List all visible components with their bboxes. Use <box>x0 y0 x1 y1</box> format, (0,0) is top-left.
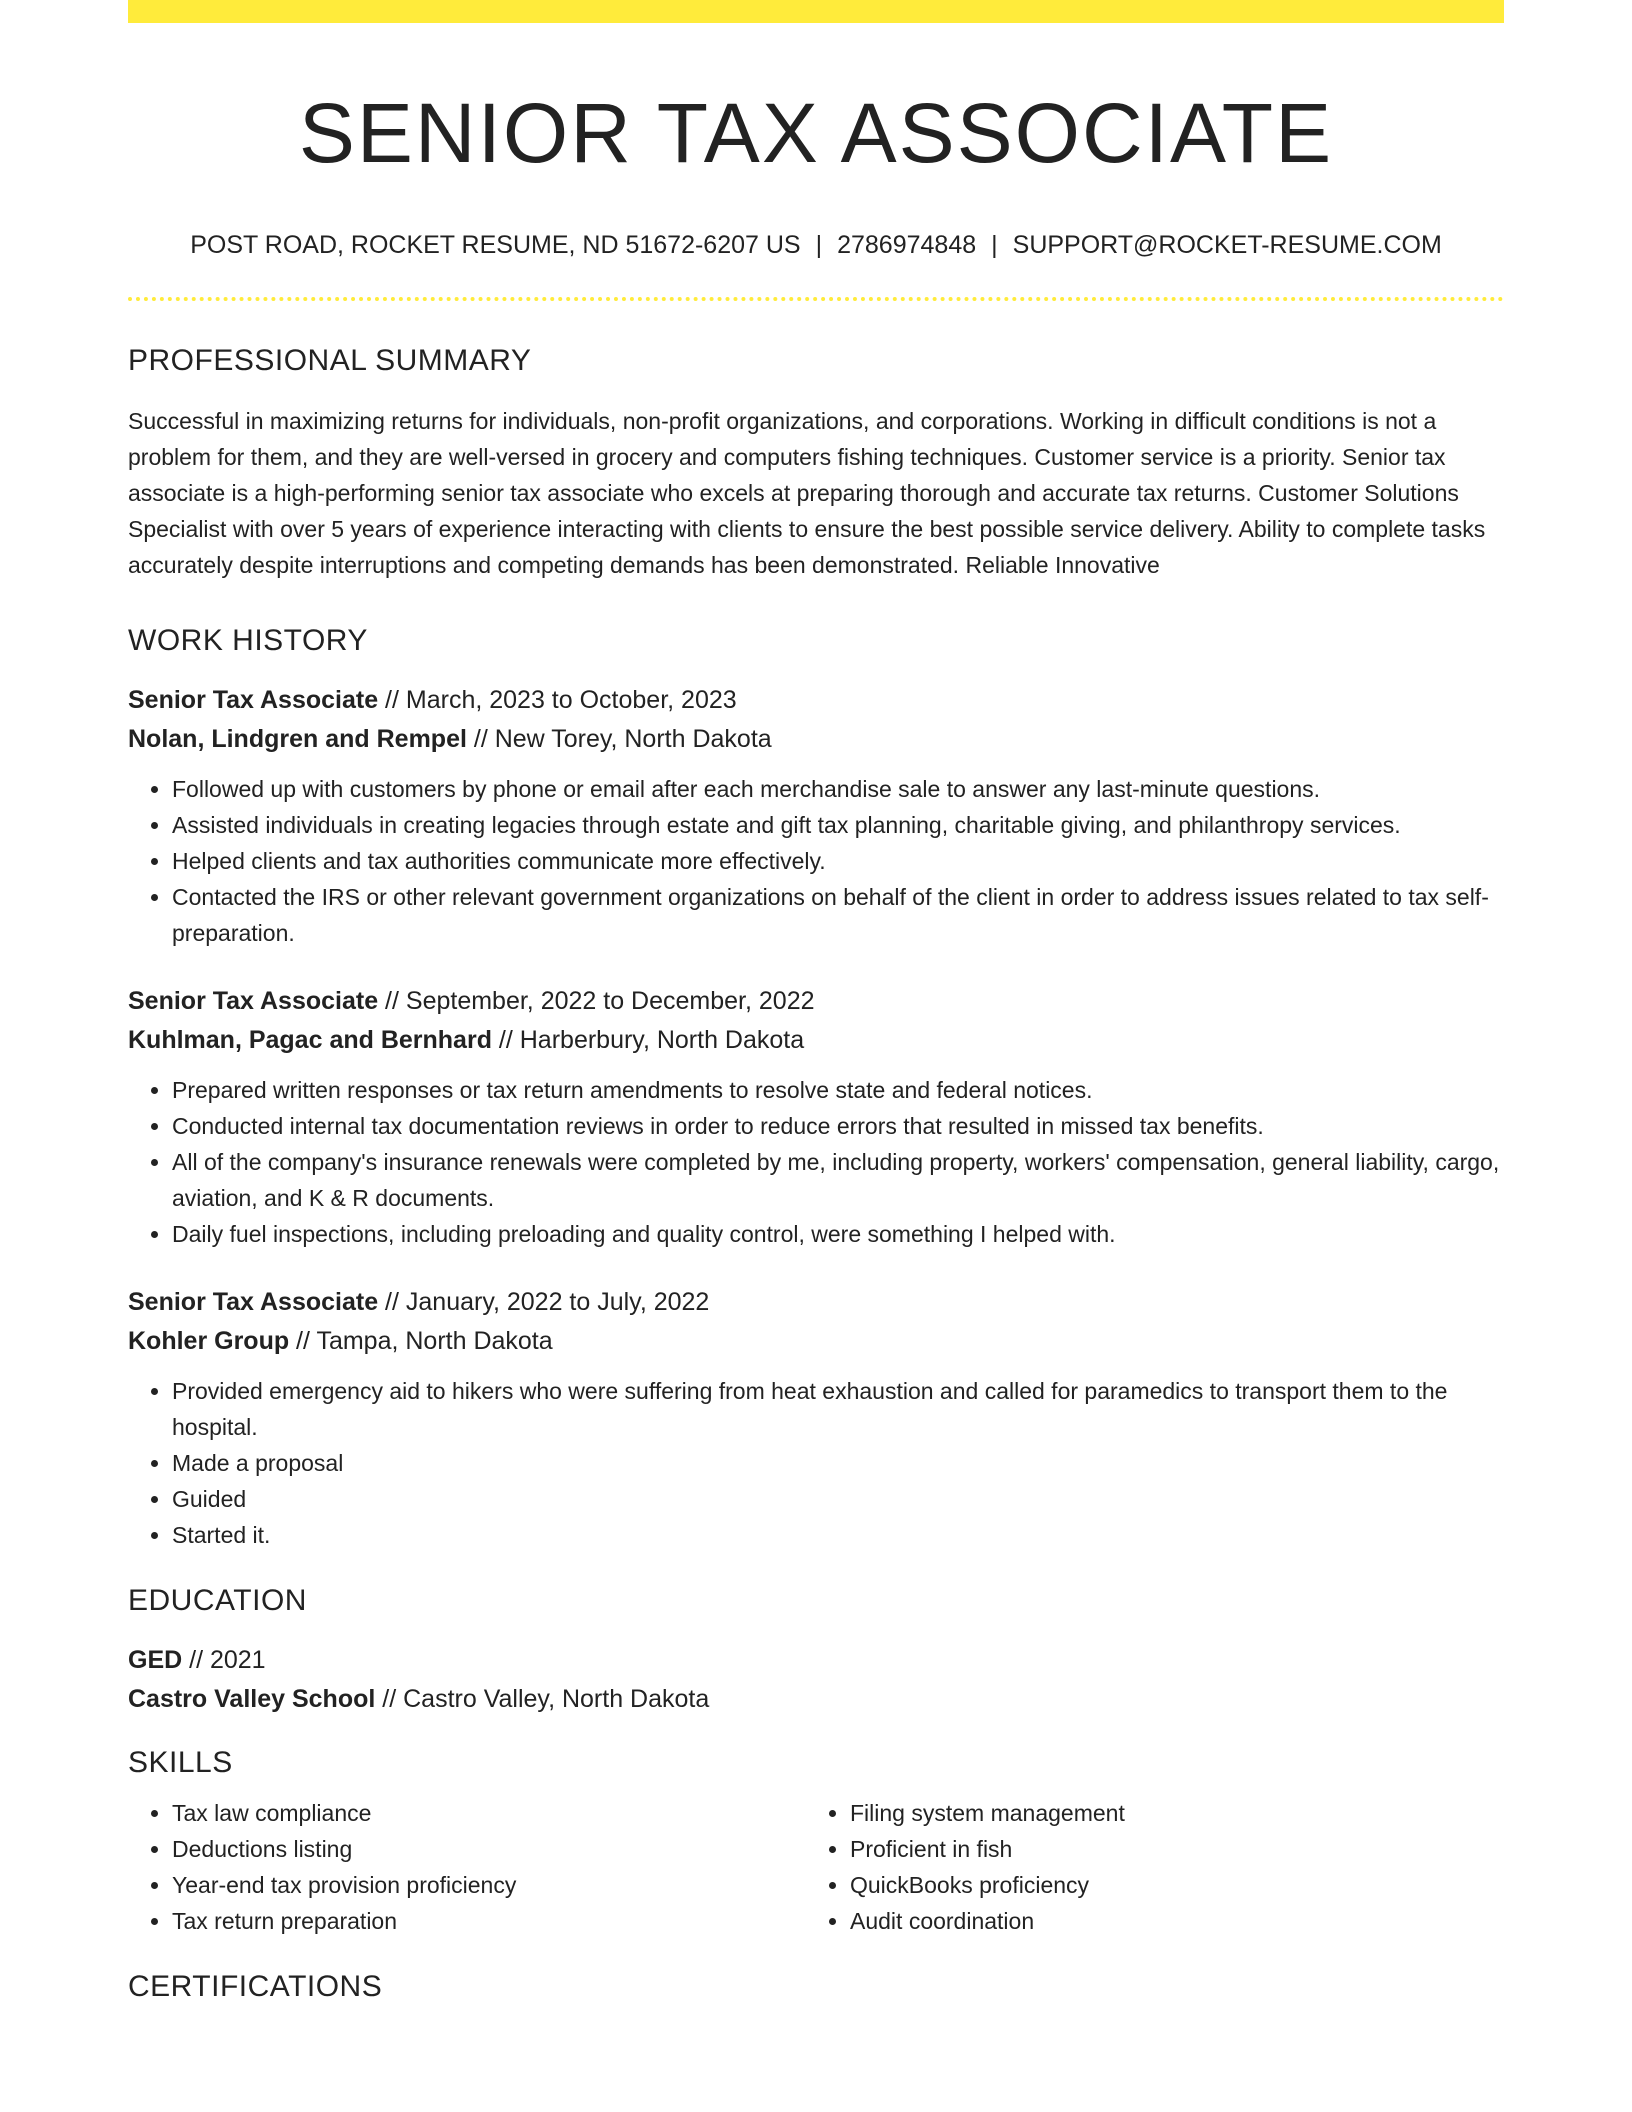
job-bullet: • All of the company's insurance renewals were completed by me, including property, workers' compensation, general liability, cargo, aviation, and K & R documents. <box>172 1144 1504 1216</box>
skill-item: • Filing system management <box>850 1795 1504 1831</box>
job-bullet: • Guided <box>172 1481 1504 1517</box>
skill-item: • Proficient in fish <box>850 1831 1504 1867</box>
job-title-line <box>128 681 1504 720</box>
skill-item: • Tax return preparation <box>172 1903 806 1939</box>
resume-title: SENIOR TAX ASSOCIATE <box>298 86 1334 180</box>
education-degree: GED <box>128 1646 183 1674</box>
job-bullets <box>128 1373 1504 1553</box>
education-heading: EDUCATION <box>128 1584 307 1617</box>
job-company-line <box>128 1021 1504 1060</box>
skill-item: • QuickBooks proficiency <box>850 1867 1504 1903</box>
job-bullets <box>128 1072 1504 1252</box>
job-bullet: • Contacted the IRS or other relevant government organizations on behalf of the client in order to address issues related to tax self-preparation. <box>172 879 1504 951</box>
education-school: Castro Valley School <box>128 1685 376 1713</box>
education-entry <box>128 1641 1504 1719</box>
job-title: Senior Tax Associate <box>128 1288 379 1316</box>
resume-page <box>128 0 1504 2005</box>
job-title: Senior Tax Associate <box>128 987 379 1015</box>
job-company: Kuhlman, Pagac and Bernhard <box>128 1026 492 1054</box>
summary-heading: PROFESSIONAL SUMMARY <box>128 344 532 377</box>
job-bullet: • Helped clients and tax authorities communicate more effectively. <box>172 843 1504 879</box>
job-title-line <box>128 982 1504 1021</box>
education-degree-line <box>128 1641 1504 1680</box>
job-dates: // March, 2023 to October, 2023 <box>378 686 737 714</box>
skills-grid <box>128 1795 1504 1939</box>
header-divider <box>128 297 1504 301</box>
skills-column-right <box>806 1795 1504 1939</box>
accent-top-bar <box>128 0 1504 23</box>
education-location: // Castro Valley, North Dakota <box>375 1685 710 1713</box>
skills-heading: SKILLS <box>128 1746 233 1779</box>
contact-phone: 2786974848 <box>837 231 977 259</box>
job-bullet: • Conducted internal tax documentation reviews in order to reduce errors that resulted in missed tax benefits. <box>172 1108 1504 1144</box>
job-company-line <box>128 1322 1504 1361</box>
job-bullets <box>128 771 1504 951</box>
skill-item: • Year-end tax provision proficiency <box>172 1867 806 1903</box>
job-bullet: • Provided emergency aid to hikers who were suffering from heat exhaustion and called for paramedics to transport them to the hospital. <box>172 1373 1504 1445</box>
contact-line <box>128 230 1504 260</box>
job-company: Kohler Group <box>128 1327 290 1355</box>
job-dates: // September, 2022 to December, 2022 <box>378 987 815 1015</box>
work-history-heading: WORK HISTORY <box>128 624 368 657</box>
certifications-heading: CERTIFICATIONS <box>128 1970 383 2003</box>
contact-address: POST ROAD, ROCKET RESUME, ND 51672-6207 US <box>190 231 801 259</box>
job-title: Senior Tax Associate <box>128 686 379 714</box>
job-dates: // January, 2022 to July, 2022 <box>378 1288 710 1316</box>
job-bullet: • Assisted individuals in creating legacies through estate and gift tax planning, charitable giving, and philanthropy services. <box>172 807 1504 843</box>
job-company: Nolan, Lindgren and Rempel <box>128 725 467 753</box>
job-bullet: • Daily fuel inspections, including preloading and quality control, were something I helped with. <box>172 1216 1504 1252</box>
job-company-line <box>128 720 1504 759</box>
job-bullet: • Made a proposal <box>172 1445 1504 1481</box>
education-school-line <box>128 1680 1504 1719</box>
education-year: // 2021 <box>182 1646 266 1674</box>
job-entry <box>128 1283 1504 1553</box>
contact-separator: | <box>991 231 998 259</box>
skill-item: • Deductions listing <box>172 1831 806 1867</box>
job-bullet: • Started it. <box>172 1517 1504 1553</box>
job-location: // New Torey, North Dakota <box>466 725 772 753</box>
job-bullet: • Followed up with customers by phone or email after each merchandise sale to answer any last-minute questions. <box>172 771 1504 807</box>
skill-item: • Audit coordination <box>850 1903 1504 1939</box>
contact-separator: | <box>815 231 823 259</box>
skills-column-left <box>128 1795 806 1939</box>
job-entry <box>128 681 1504 951</box>
job-entry <box>128 982 1504 1252</box>
summary-text: Successful in maximizing returns for individuals, non-profit organizations, and corporations. Working in difficult conditions is not a problem for them, and they are well-versed in grocery and computers fishing techniques. Customer service is a priority. Senior tax associate is a high-performing senior tax associate who excels at preparing thorough and accurate tax returns. Customer Solutions Specialist with over 5 years of experience interacting with clients to ensure the best possible service delivery. Ability to complete tasks accurately despite interruptions and competing demands has been demonstrated. Reliable Innovative <box>128 408 1486 578</box>
job-title-line <box>128 1283 1504 1322</box>
job-bullet: • Prepared written responses or tax return amendments to resolve state and federal notices. <box>172 1072 1504 1108</box>
skill-item: • Tax law compliance <box>172 1795 806 1831</box>
job-location: // Harberbury, North Dakota <box>491 1026 805 1054</box>
contact-email: SUPPORT@ROCKET-RESUME.COM <box>1012 231 1442 259</box>
job-location: // Tampa, North Dakota <box>289 1327 553 1355</box>
